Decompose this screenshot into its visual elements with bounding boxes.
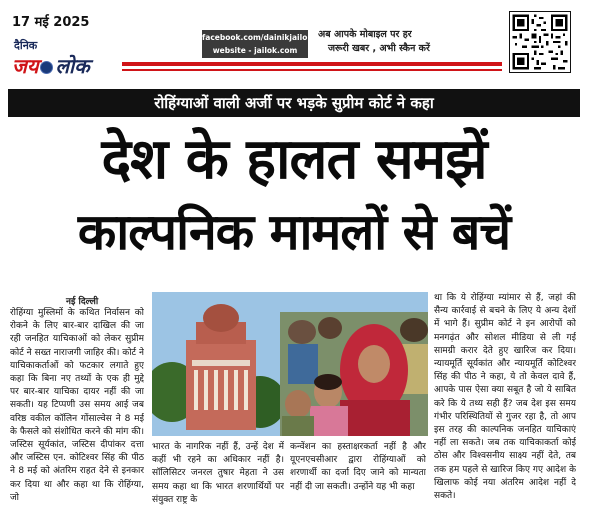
qr-code xyxy=(509,11,571,73)
website-link: website - jailok.com xyxy=(212,46,298,55)
masthead-rule-thin xyxy=(122,69,502,71)
globe-icon xyxy=(40,61,53,74)
article-kicker: रोहिंग्याओं वाली अर्जी पर भड़के सुप्रीम कोर्ट ने कहा xyxy=(8,89,580,117)
social-links-box xyxy=(202,30,313,58)
scan-tagline: अब आपके मोबाइल पर हर जरूरी खबर , अभी स्कैन करें xyxy=(318,29,430,54)
daily-label: दैनिक xyxy=(14,39,38,52)
article-headline xyxy=(8,122,580,266)
body-column-1: रोहिंग्या मुस्लिमों के कथित निर्वासन को रोकने के लिए बार-बार दाखिल की जा रही जनहित याचिकाओं को लेकर सुप्रीम कोर्ट ने सख्त नाराजगी जाहिर की। कोर्ट ने याचिकाकर्ताओं को फटकार लगाते हुए कहा कि बिना नए तथ्यों के एक ही मुद्दे पर बार-बार याचिका दायर नहीं की जा सकती। यह टिप्पणी उस समय आई जब वरिष्ठ वकील कॉलिन गोंसाल्वेस ने 8 मई के फैसले को संशोधित करने की मांग की। जस्टिस सूर्यकांत, जस्टिस दीपांकर दत्ता और जस्टिस एन. कोटिश्वर सिंह की पीठ ने 8 मई को अंतरिम राहत देने से इनकार कर दिया था और कहा था कि रोहिंग्या, जो xyxy=(10,308,144,503)
masthead xyxy=(0,0,591,86)
article-photo xyxy=(152,292,428,436)
masthead-rule xyxy=(122,62,502,66)
facebook-link: facebook.com/dainikjailok xyxy=(202,33,313,42)
issue-date: 17 मई 2025 xyxy=(12,15,90,30)
body-column-2: भारत के नागरिक नहीं हैं, उन्हें देश में कहीं भी रहने का अधिकार नहीं है। सॉलिसिटर जनरल तुषार मेहता ने उस समय कहा था कि भारत शरणार्थियों पर संयुक्त राष्ट्र के xyxy=(152,442,284,505)
body-column-4: था कि ये रोहिंग्या म्यांमार से हैं, जहां की सैन्य कार्रवाई से बचने के लिए ये अन्य देशों में भागे हैं। सुप्रीम कोर्ट ने इन आरोपों को मनगढ़ंत और सोशल मीडिया से ली गई सामग्री करार देते हुए खारिज कर दिया। न्यायमूर्ति सूर्यकांत और न्यायमूर्ति कोटिश्वर सिंह की पीठ ने कहा, ये तो केवल दावे हैं, आपके पास ऐसा क्या सबूत है जो ये साबित करे कि ये तथ्य सही हैं? जब देश इस समय गंभीर परिस्थितियों से गुजर रहा है, तो आप इस तरह की काल्पनिक जनहित याचिकाएं नहीं ला सकते। जब तक याचिकाकर्ता कोई ठोस और विश्वसनीय साक्ष्य नहीं देते, तब तक हम पहले से खारिज किए गए आदेश के खिलाफ कोई नया अंतरिम आदेश नहीं दे सकते। xyxy=(434,293,576,502)
headline-line-2: काल्पनिक मामलों से बचें xyxy=(77,203,511,261)
dateline: नई दिल्ली xyxy=(66,297,99,307)
newspaper-logo: जय लोक xyxy=(12,54,90,78)
headline-line-1: देश के हालत समझें xyxy=(101,127,487,192)
body-column-3: कन्वेंशन का हस्ताक्षरकर्ता नहीं है और यूएनएचसीआर द्वारा रोहिंग्याओं को शरणार्थी का दर्जा दिए जाने को मान्यता नहीं दी जा सकती। उन्होंने यह भी कहा xyxy=(290,442,426,492)
